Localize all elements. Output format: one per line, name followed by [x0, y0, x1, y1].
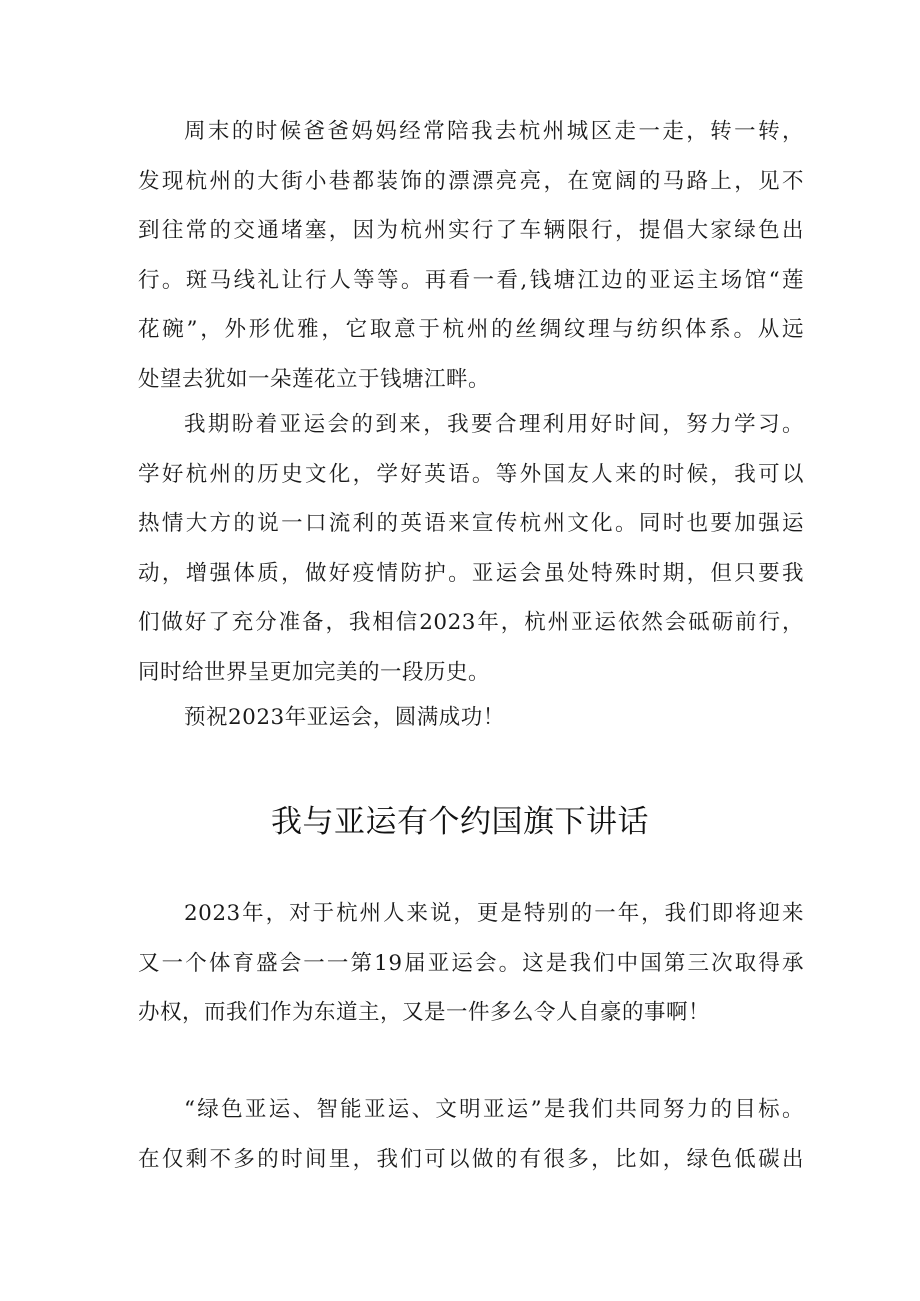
text-line: 在仅剩不多的时间里，我们可以做的有很多，比如，绿色低碳出	[138, 1146, 804, 1172]
text-line: 学好杭州的历史文化，学好英语。等外国友人来的时候，我可以	[138, 461, 804, 487]
text-line: 周末的时候爸爸妈妈经常陪我去杭州城区走一走，转一转，	[184, 119, 804, 144]
text-line: 到往常的交通堵塞，因为杭州实行了车辆限行，提倡大家绿色出	[138, 218, 804, 243]
text-line: 花碗”，外形优雅，它取意于杭州的丝绸纹理与纺织体系。从远	[138, 317, 804, 342]
paragraph-2023-intro	[138, 889, 804, 1038]
text-line: 发现杭州的大街小巷都装饰的漂漂亮亮，在宽阔的马路上，见不	[138, 168, 804, 194]
text-line: 动，增强体质，做好疫情防护。亚运会虽处特殊时期，但只要我	[138, 560, 804, 586]
text-line: 又一个体育盛会一一第19届亚运会。这是我们中国第三次取得承	[138, 950, 804, 976]
text-line: 处望去犹如一朵莲花立于钱塘江畔。	[138, 366, 491, 392]
text-line: 行。斑马线礼让行人等等。再看一看,钱塘江边的亚运主场馆“莲	[138, 267, 804, 293]
section-title: 我与亚运有个约国旗下讲话	[271, 804, 649, 840]
text-line: 预祝2023年亚运会，圆满成功！	[184, 705, 505, 730]
text-line: 2023年，对于杭州人来说，更是特别的一年，我们即将迎来	[184, 901, 804, 926]
text-line: 同时给世界呈更加完美的一段历史。	[138, 659, 491, 685]
paragraph-looking-forward	[138, 400, 804, 697]
text-line: 热情大方的说一口流利的英语来宣传杭州文化。同时也要加强运	[138, 511, 804, 536]
text-line: 办权，而我们作为东道主，又是一件多么令人自豪的事啊！	[138, 1000, 711, 1025]
paragraph-weekend-visit	[138, 107, 804, 404]
paragraph-green-asian-games	[138, 1085, 804, 1184]
text-line: 我期盼着亚运会的到来，我要合理利用好时间，努力学习。	[184, 412, 804, 437]
text-line: “绿色亚运、智能亚运、文明亚运”是我们共同努力的目标。	[184, 1097, 804, 1122]
text-line: 们做好了充分准备，我相信2023年，杭州亚运依然会砥砺前行，	[138, 610, 804, 635]
paragraph-wishes	[138, 693, 804, 743]
